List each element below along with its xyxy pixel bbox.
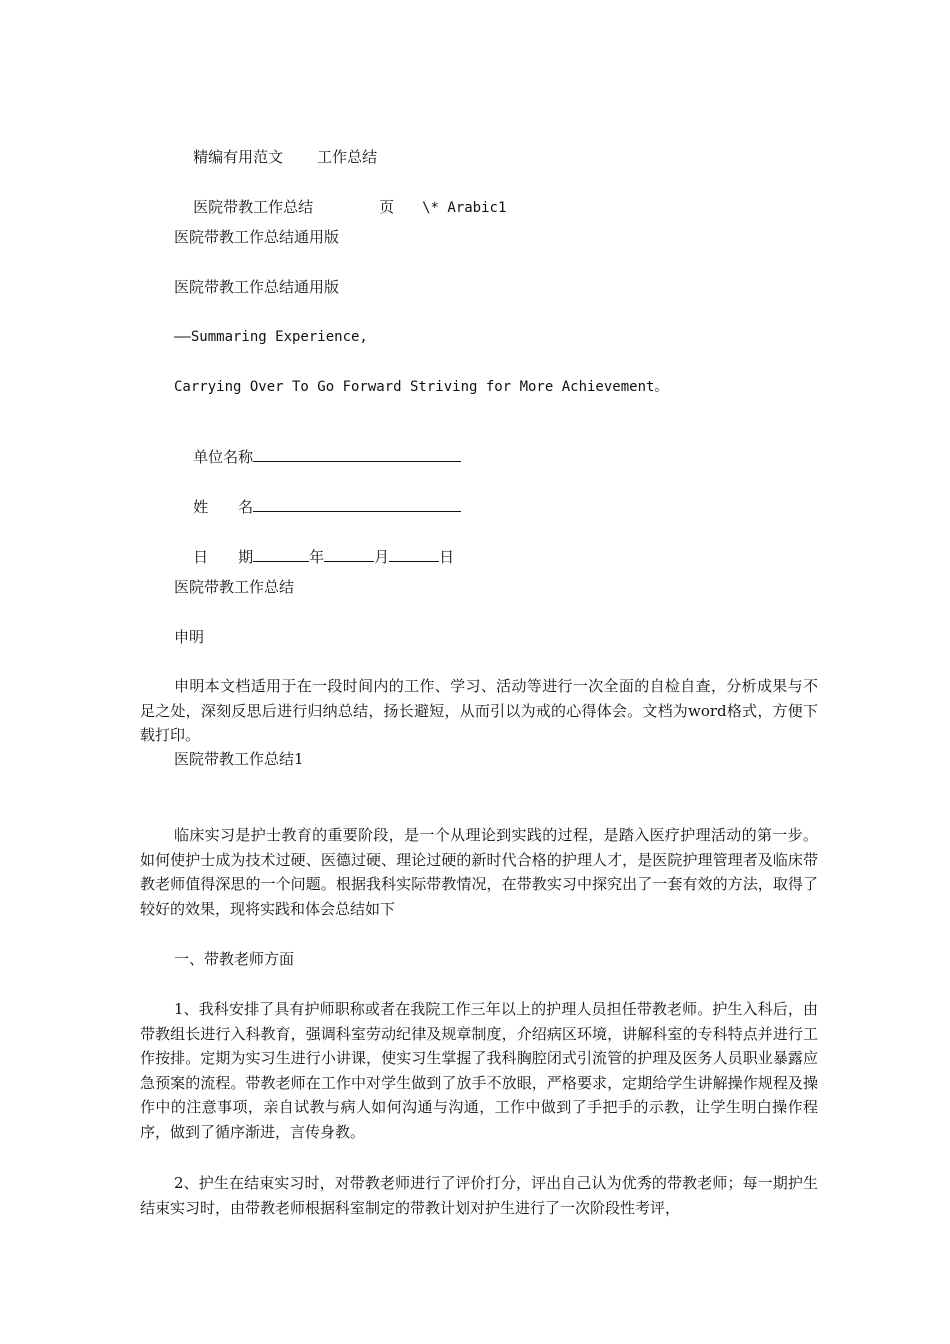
date-label: 日 期 xyxy=(193,548,254,566)
header-brand: 精编有用范文 xyxy=(193,148,284,166)
month-label: 月 xyxy=(374,548,390,566)
field-line-code: \* Arabic1 xyxy=(422,200,507,216)
month-blank xyxy=(324,547,374,562)
intro-paragraph: 临床实习是护士教育的重要阶段，是一个从理论到实践的过程，是踏入医疗护理活动的第一步。如何使护士成为技术过硬、医德过硬、理论过硬的新时代合格的护理人才，是医院护理管理者及临床带教老师值得深思的一个问题。根据我科实际带教情况，在带教实习中探究出了一套有效的方法，取得了较好的效果，现将实践和体会总结如下 xyxy=(140,826,818,918)
section-title: 医院带教工作总结1 xyxy=(174,750,304,768)
year-label: 年 xyxy=(309,548,325,566)
heading-teachers: 一、带教老师方面 xyxy=(174,950,295,968)
field-line-page-word: 页 xyxy=(379,198,395,216)
field-line-title: 医院带教工作总结 xyxy=(193,198,314,216)
motto-line-1: ——Summaring Experience, xyxy=(174,329,368,345)
motto-line-2: Carrying Over To Go Forward Striving for More Achievement。 xyxy=(174,379,669,395)
day-label: 日 xyxy=(439,548,455,566)
unit-name-blank xyxy=(253,447,461,462)
person-name-label: 姓 名 xyxy=(193,498,254,516)
document-title: 医院带教工作总结 xyxy=(174,578,295,596)
year-blank xyxy=(253,547,309,562)
statement-paragraph: 申明本文档适用于在一段时间内的工作、学习、活动等进行一次全面的自检自查，分析成果与不足之处，深刻反思后进行归纳总结，扬长避短，从而引以为戒的心得体会。文档为word格式，方便下载打印。 xyxy=(140,677,818,744)
header-category: 工作总结 xyxy=(317,148,378,166)
day-blank xyxy=(389,547,439,562)
person-name-blank xyxy=(253,497,461,512)
doc-title-2: 医院带教工作总结通用版 xyxy=(174,278,340,296)
doc-title-1: 医院带教工作总结通用版 xyxy=(174,228,340,246)
paragraph-item-2: 2、护生在结束实习时，对带教老师进行了评价打分，评出自己认为优秀的带教老师；每一期护生结束实习时，由带教老师根据科室制定的带教计划对护生进行了一次阶段性考评， xyxy=(140,1174,818,1217)
unit-name-label: 单位名称 xyxy=(193,448,254,466)
paragraph-item-1: 1、我科安排了具有护师职称或者在我院工作三年以上的护理人员担任带教老师。护生入科后，由带教组长进行入科教育，强调科室劳动纪律及规章制度，介绍病区环境，讲解科室的专科特点并进行工作按排。定期为实习生进行小讲课，使实习生掌握了我科胸腔闭式引流管的护理及医务人员职业暴露应急预案的流程。带教老师在工作中对学生做到了放手不放眼，严格要求，定期给学生讲解操作规程及操作中的注意事项，亲自试教与病人如何沟通与沟通，工作中做到了手把手的示教，让学生明白操作程序，做到了循序渐进，言传身教。 xyxy=(140,1000,818,1141)
statement-heading: 申明 xyxy=(174,628,205,646)
